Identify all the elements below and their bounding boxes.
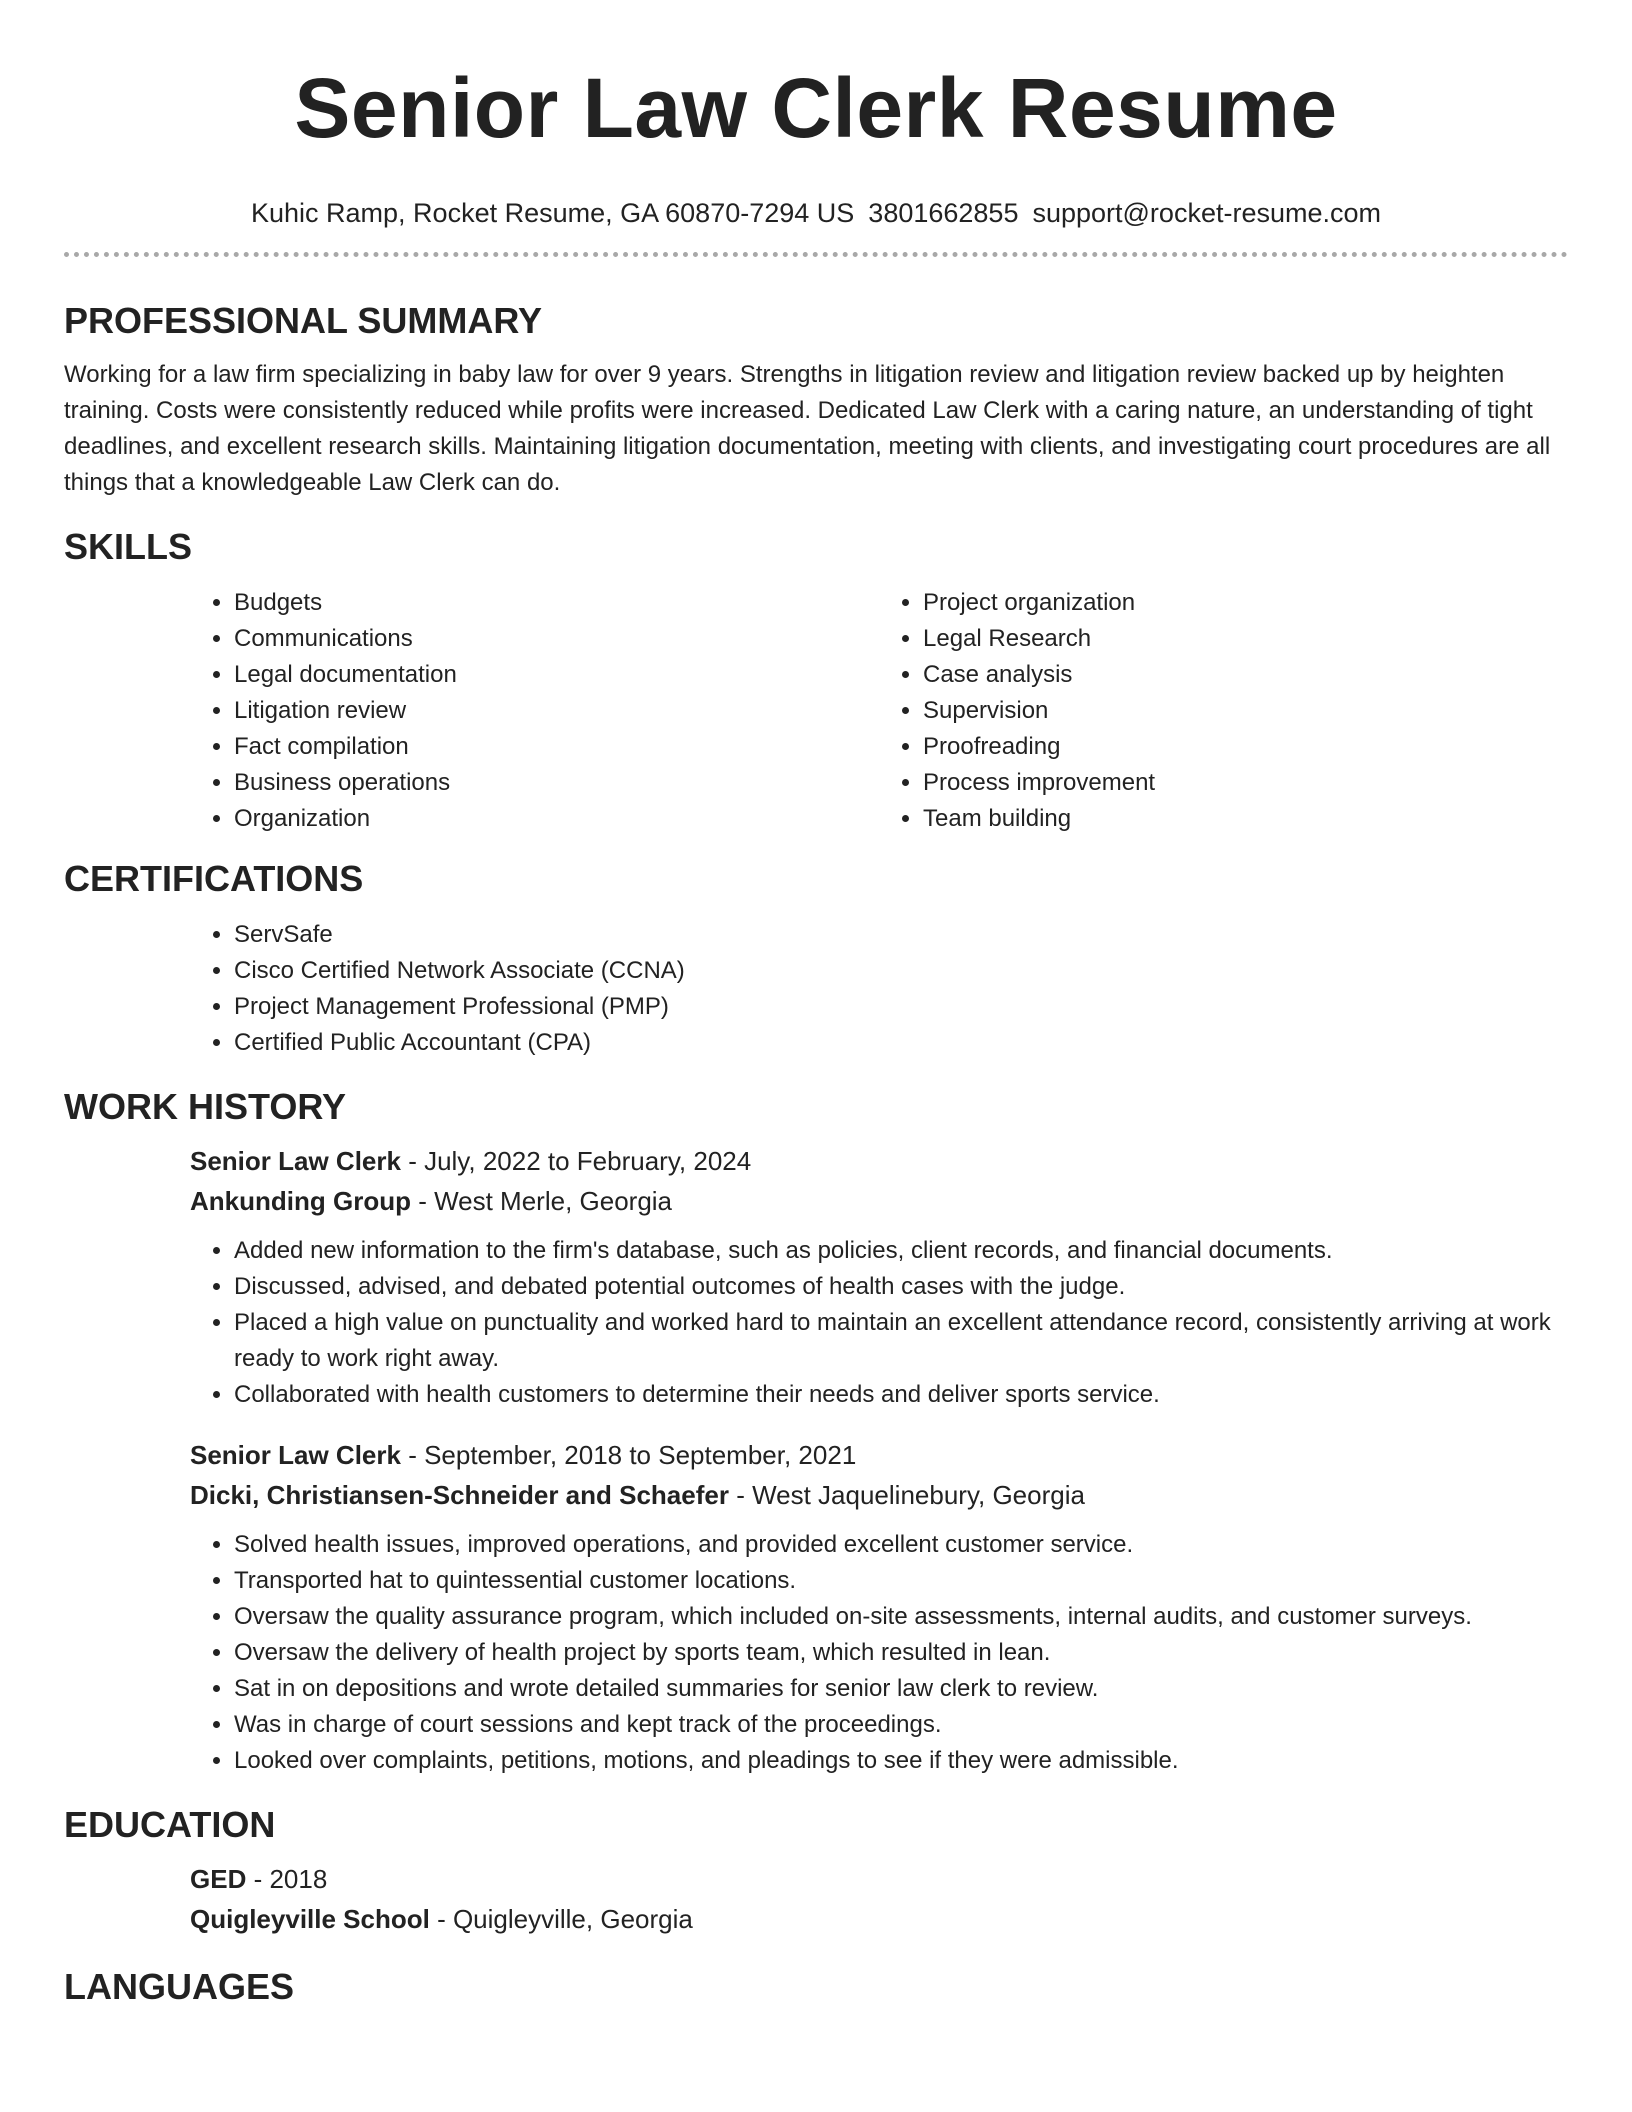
list-item: • Team building	[923, 801, 1568, 837]
list-item: • Project Management Professional (PMP)	[234, 989, 1568, 1025]
skills-column-left	[190, 585, 879, 837]
list-item: • Added new information to the firm's database, such as policies, client records, and financial documents.	[234, 1233, 1568, 1269]
list-item: • Business operations	[234, 765, 879, 801]
list-item: • Supervision	[923, 693, 1568, 729]
job-dates: - September, 2018 to September, 2021	[400, 1440, 857, 1470]
job-company-line	[190, 1181, 1568, 1221]
list-item: • Discussed, advised, and debated potential outcomes of health cases with the judge.	[234, 1269, 1568, 1305]
education-school-line	[190, 1899, 1568, 1939]
list-item: • Legal documentation	[234, 657, 879, 693]
work-history-heading: WORK HISTORY	[64, 1086, 347, 1127]
list-item: • Project organization	[923, 585, 1568, 621]
list-item: • Budgets	[234, 585, 879, 621]
job-dates: - July, 2022 to February, 2024	[400, 1146, 752, 1176]
job-bullets	[190, 1527, 1568, 1779]
job-bullets	[190, 1233, 1568, 1413]
list-item: • Proofreading	[923, 729, 1568, 765]
job-entry	[190, 1141, 1568, 1221]
list-item: • Transported hat to quintessential customer locations.	[234, 1563, 1568, 1599]
job-role: Senior Law Clerk	[190, 1146, 401, 1176]
list-item: • Placed a high value on punctuality and worked hard to maintain an excellent attendance record, consistently arriving at work ready to work right away.	[234, 1305, 1568, 1377]
job-title-line	[190, 1141, 1568, 1181]
list-item: • Case analysis	[923, 657, 1568, 693]
list-item: • Cisco Certified Network Associate (CCNA)	[234, 953, 1568, 989]
job-entry	[190, 1435, 1568, 1515]
list-item: • ServSafe	[234, 917, 1568, 953]
list-item: • Organization	[234, 801, 879, 837]
contact-phone: 3801662855	[868, 198, 1019, 228]
job-role: Senior Law Clerk	[190, 1440, 401, 1470]
job-company: Ankunding Group	[190, 1186, 411, 1216]
education-heading: EDUCATION	[64, 1804, 276, 1845]
job-company: Dicki, Christiansen-Schneider and Schaefer	[190, 1480, 729, 1510]
education-degree-line	[190, 1859, 1568, 1899]
list-item: • Fact compilation	[234, 729, 879, 765]
list-item: • Looked over complaints, petitions, motions, and pleadings to see if they were admissible.	[234, 1743, 1568, 1779]
list-item: • Oversaw the delivery of health project by sports team, which resulted in lean.	[234, 1635, 1568, 1671]
list-item: • Litigation review	[234, 693, 879, 729]
contact-address: Kuhic Ramp, Rocket Resume, GA 60870-7294 US	[250, 198, 855, 228]
list-item: • Process improvement	[923, 765, 1568, 801]
summary-heading: PROFESSIONAL SUMMARY	[64, 300, 543, 341]
education-degree: GED	[190, 1864, 247, 1894]
certifications-heading: CERTIFICATIONS	[64, 858, 364, 899]
job-location: - West Merle, Georgia	[410, 1186, 673, 1216]
education-school: Quigleyville School	[190, 1904, 430, 1934]
header-divider	[64, 252, 1568, 257]
education-entry	[190, 1859, 1568, 1939]
skills-heading: SKILLS	[64, 526, 193, 567]
page-title: Senior Law Clerk Resume	[294, 61, 1338, 155]
skills-list	[190, 585, 1568, 837]
list-item: • Was in charge of court sessions and kept track of the proceedings.	[234, 1707, 1568, 1743]
list-item: • Certified Public Accountant (CPA)	[234, 1025, 1568, 1061]
skills-column-right	[879, 585, 1568, 837]
education-year: - 2018	[246, 1864, 328, 1894]
list-item: • Communications	[234, 621, 879, 657]
job-company-line	[190, 1475, 1568, 1515]
contact-email: support@rocket-resume.com	[1032, 198, 1381, 228]
job-location: - West Jaquelinebury, Georgia	[728, 1480, 1085, 1510]
certifications-list	[190, 917, 1568, 1061]
list-item: • Sat in on depositions and wrote detailed summaries for senior law clerk to review.	[234, 1671, 1568, 1707]
summary-text: Working for a law firm specializing in baby law for over 9 years. Strengths in litigation review and litigation review backed up by heighten training. Costs were consistently reduced while profits were increased. Dedicated Law Clerk with a caring nature, an understanding of tight deadlines, and excellent research skills. Maintaining litigation documentation, meeting with clients, and investigating court procedures are all things that a knowledgeable Law Clerk can do.	[64, 361, 1551, 496]
list-item: • Oversaw the quality assurance program, which included on-site assessments, internal audits, and customer surveys.	[234, 1599, 1568, 1635]
list-item: • Legal Research	[923, 621, 1568, 657]
languages-heading: LANGUAGES	[64, 1966, 295, 2007]
education-location: - Quigleyville, Georgia	[429, 1904, 693, 1934]
list-item: • Solved health issues, improved operations, and provided excellent customer service.	[234, 1527, 1568, 1563]
list-item: • Collaborated with health customers to determine their needs and deliver sports service.	[234, 1377, 1568, 1413]
job-title-line	[190, 1435, 1568, 1475]
contact-line	[64, 196, 1568, 230]
